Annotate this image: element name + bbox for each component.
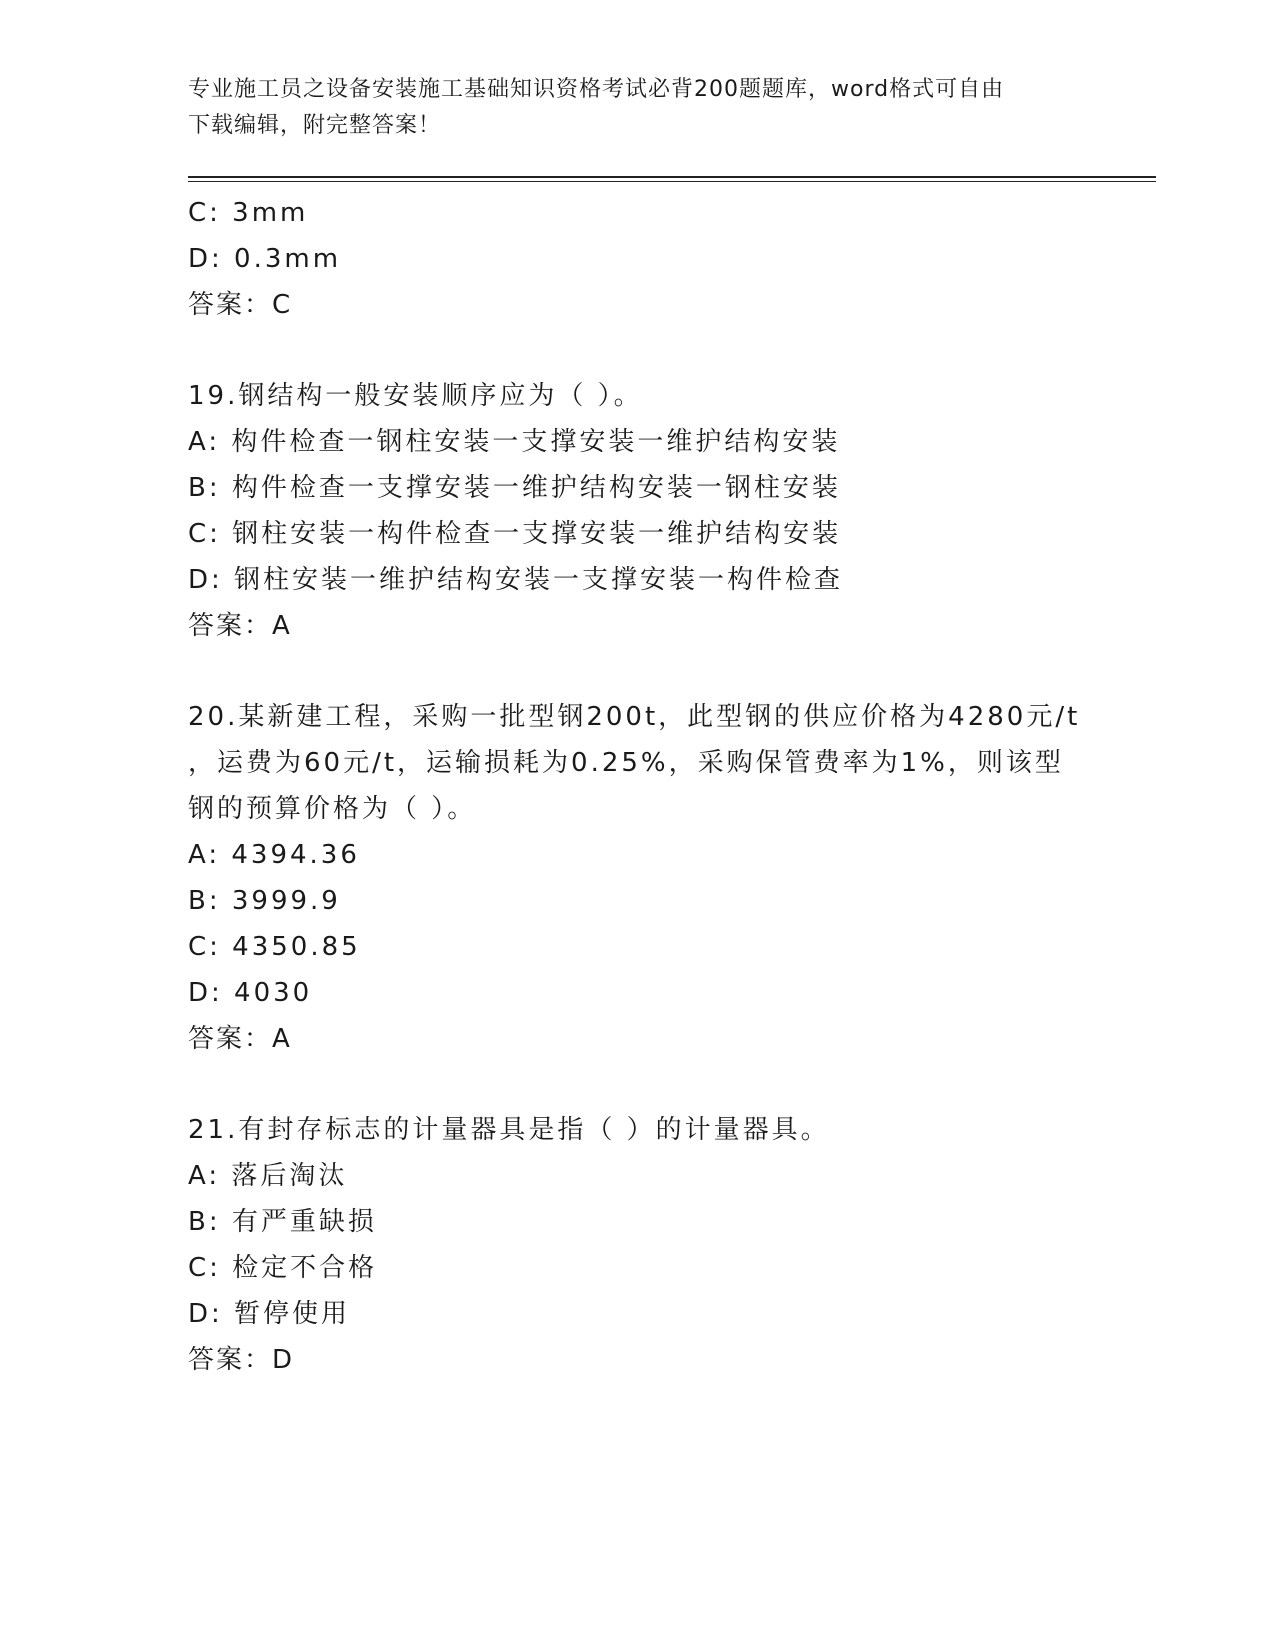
option-c: C: 检定不合格 — [188, 1253, 378, 1283]
option-a: A: 落后淘汰 — [188, 1161, 348, 1191]
question-list — [188, 190, 1088, 1383]
spacer — [188, 328, 1088, 373]
question-18-tail — [188, 190, 1088, 328]
option-c: C: 4350.85 — [188, 932, 361, 962]
question-20 — [188, 694, 1088, 1062]
option-d: D: 4030 — [188, 978, 313, 1008]
option-c: C: 钢柱安装一构件检查一支撑安装一维护结构安装 — [188, 519, 842, 549]
option-d: D: 钢柱安装一维护结构安装一支撑安装一构件检查 — [188, 565, 844, 595]
header-line-2: 下载编辑，附完整答案！ — [188, 113, 442, 138]
option-d: D: 暂停使用 — [188, 1299, 351, 1329]
header-rule-thick — [188, 176, 1156, 178]
spacer — [188, 649, 1088, 694]
header-line-1: 专业施工员之设备安装施工基础知识资格考试必背200题题库，word格式可自由 — [188, 77, 1005, 102]
stem-line-1: 20.某新建工程，采购一批型钢200t，此型钢的供应价格为4280元/t — [188, 702, 1081, 732]
question-21 — [188, 1107, 1088, 1383]
answer-line: 答案：C — [188, 290, 293, 320]
stem-line-2: ，运费为60元/t，运输损耗为0.25%，采购保管费率为1%，则该型 — [188, 748, 1064, 778]
answer-line: 答案：A — [188, 1024, 292, 1054]
option-b: B: 3999.9 — [188, 886, 341, 916]
answer-line: 答案：D — [188, 1345, 295, 1375]
question-stem — [188, 694, 1081, 832]
question-stem: 19.钢结构一般安装顺序应为（ ）。 — [188, 381, 643, 411]
question-19 — [188, 373, 1088, 649]
option-b: B: 有严重缺损 — [188, 1207, 377, 1237]
option-d: D: 0.3mm — [188, 244, 342, 274]
stem-line-3: 钢的预算价格为（ ）。 — [188, 794, 477, 824]
header-rule-thin — [188, 181, 1156, 182]
option-b: B: 构件检查一支撑安装一维护结构安装一钢柱安装 — [188, 473, 841, 503]
option-a: A: 构件检查一钢柱安装一支撑安装一维护结构安装 — [188, 427, 841, 457]
option-c: C: 3mm — [188, 198, 309, 228]
answer-line: 答案：A — [188, 611, 292, 641]
option-a: A: 4394.36 — [188, 840, 360, 870]
spacer — [188, 1062, 1088, 1107]
document-header — [188, 72, 1088, 144]
question-stem: 21.有封存标志的计量器具是指（ ）的计量器具。 — [188, 1115, 830, 1145]
